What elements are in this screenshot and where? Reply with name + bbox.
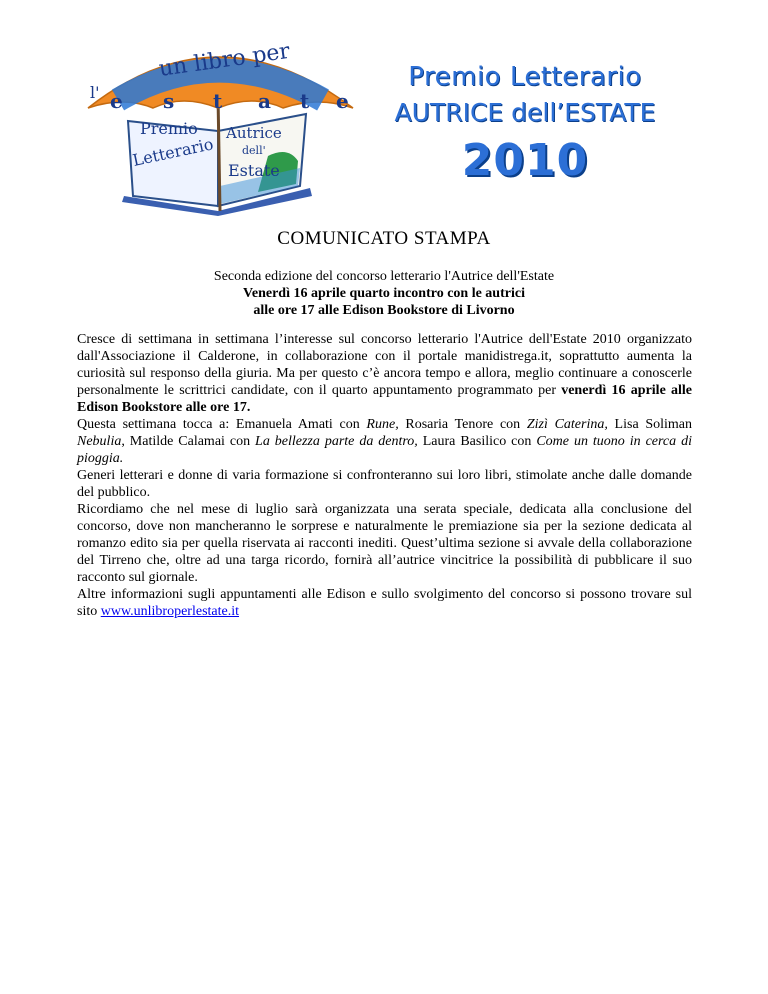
- press-subtitle: [0, 268, 768, 319]
- press-release-title: COMUNICATO STAMPA: [277, 228, 491, 249]
- authors-text: Questa settimana tocca a: Emanuela Amati con: [77, 417, 367, 432]
- paragraph-authors: [77, 416, 692, 467]
- prize-title-line2: AUTRICE dell’ESTATE: [394, 98, 656, 127]
- info-text: Altre informazioni sugli appuntamenti alle Edison e sullo svolgimento del concorso si possono trovare sul sito: [77, 587, 692, 619]
- logo-l-apostrophe: l': [90, 83, 100, 102]
- logo-estate-letter: e: [110, 89, 123, 113]
- intro-date-bold: venerdì 16 aprile alle Edison Bookstore alle ore 17.: [77, 383, 693, 415]
- book-title-rune: Rune,: [366, 417, 399, 432]
- logo-estate-letter: t: [213, 89, 223, 113]
- book-title-nebulia: Nebulia: [77, 434, 122, 449]
- paragraph-july-event: Ricordiamo che nel mese di luglio sarà organizzata una serata speciale, dedicata alla conclusione del concorso, dove non mancheranno le sorprese e naturalmente le premiazione sia per la sezione dedicata al romanzo edito sia per quella riservata ai racconti inediti. Quest’ultima sezione si avvale della collaborazione del Tirreno che, oltre ad una targa ricordo, fornirà all’autrice vincitrice la possibilità di pubblicare il suo racconto sul giornale.: [77, 502, 692, 585]
- prize-title-line1: Premio Letterario: [408, 62, 642, 92]
- logo-page-estate: Estate: [228, 161, 280, 180]
- website-link[interactable]: www.unlibroperlestate.it: [100, 604, 240, 619]
- logo-umbrella-book: [78, 36, 363, 216]
- authors-text: , Matilde Calamai con: [121, 434, 256, 449]
- logo-estate-letter: s: [163, 89, 175, 113]
- logo-page-dell: dell': [242, 144, 266, 157]
- logo-page-premio: Premio: [140, 119, 198, 138]
- book-title-tuono: Come un tuono in cerca di pioggia.: [77, 434, 692, 466]
- logo-estate-letter: e: [336, 89, 349, 113]
- logo-estate-letter: t: [300, 89, 310, 113]
- subtitle-edition: Seconda edizione del concorso letterario l'Autrice dell'Estate: [213, 269, 555, 284]
- umbrella-pole: [218, 96, 220, 211]
- header: [0, 0, 768, 230]
- press-body: [77, 331, 692, 620]
- authors-text: Lisa Soliman: [607, 417, 693, 432]
- authors-text: Rosaria Tenore con: [398, 417, 527, 432]
- book-title-zizi: Zizì Caterina,: [526, 417, 608, 432]
- subtitle-date: Venerdì 16 aprile quarto incontro con le autrici: [243, 286, 525, 301]
- paragraph-info: [77, 586, 692, 620]
- paragraph-intro: [77, 331, 692, 416]
- intro-text: Cresce di settimana in settimana l’interesse sul concorso letterario l'Autrice dell'Estate 2010 organizzato dall'Associazione il Calderone, in collaborazione con il portale manidistrega.it, soprattutto aumenta la curiosità sul responso della giuria. Ma per questo c’è ancora tempo e allora, meglio continuare a conoscerle personalmente le scrittrici candidate, con il quarto appuntamento programmato per: [77, 332, 692, 398]
- logo-estate-letter: a: [258, 89, 271, 113]
- logo-page-letterario: Letterario: [130, 134, 216, 170]
- prize-year: 2010: [461, 135, 589, 186]
- subtitle-venue: alle ore 17 alle Edison Bookstore di Livorno: [253, 303, 515, 318]
- paragraph-genres: Generi letterari e donne di varia formazione si confronteranno sui loro libri, stimolate anche dalle domande del pubblico.: [77, 468, 692, 500]
- book-title-bellezza: La bellezza parte da dentro,: [255, 434, 418, 449]
- prize-title-block: [360, 60, 690, 186]
- logo-arc-text: un libro per: [157, 38, 292, 82]
- logo-page-autrice: Autrice: [226, 124, 282, 142]
- authors-text: Laura Basilico con: [417, 434, 537, 449]
